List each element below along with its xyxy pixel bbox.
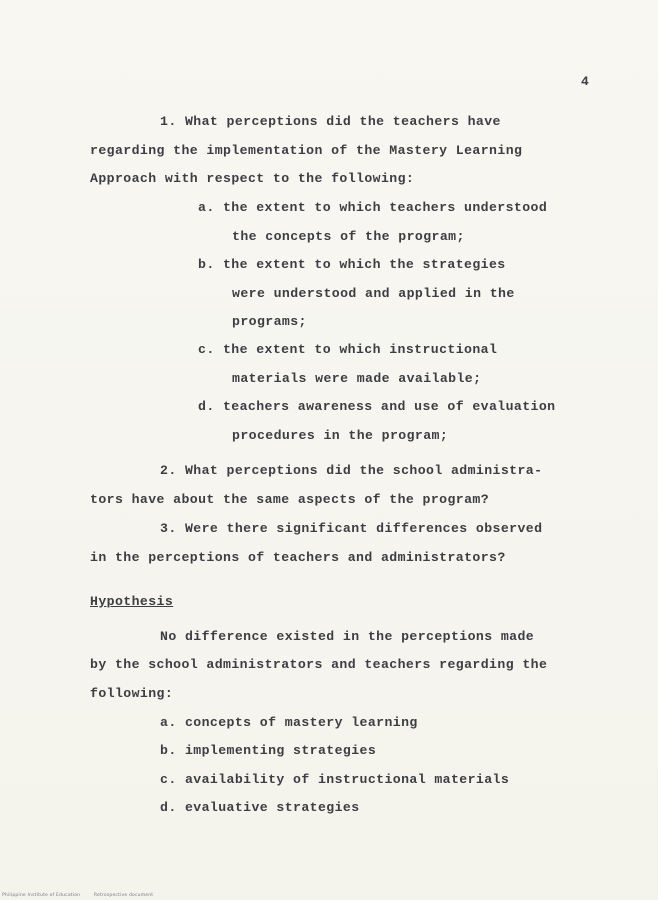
question-1-line-1: 1. What perceptions did the teachers have (160, 114, 501, 129)
question-2-line-2: tors have about the same aspects of the program? (90, 492, 490, 507)
footer-left: Philippine Institute of Education (2, 893, 81, 898)
question-1-item-d-line-1: d. teachers awareness and use of evaluation (198, 399, 556, 414)
hypothesis-line-3: following: (90, 686, 174, 701)
question-1-line-2: regarding the implementation of the Mastery Learning (90, 143, 523, 158)
question-1-item-a-line-2: the concepts of the program; (232, 229, 465, 244)
hypothesis-line-1: No difference existed in the perceptions made (160, 629, 535, 644)
page-footer (2, 893, 165, 898)
hypothesis-heading: Hypothesis (90, 594, 174, 609)
hypothesis-item-b: b. implementing strategies (160, 743, 377, 758)
question-1-line-3: Approach with respect to the following: (90, 171, 415, 186)
question-1-item-b-line-3: programs; (232, 314, 307, 329)
hypothesis-item-a: a. concepts of mastery learning (160, 715, 418, 730)
question-2-line-1: 2. What perceptions did the school administra- (160, 463, 543, 478)
question-1-item-b-line-1: b. the extent to which the strategies (198, 257, 506, 272)
hypothesis-item-c: c. availability of instructional materials (160, 772, 510, 787)
page-number: 4 (581, 74, 590, 89)
question-1-item-a-line-1: a. the extent to which teachers understood (198, 200, 548, 215)
hypothesis-item-d: d. evaluative strategies (160, 800, 360, 815)
question-1-item-c-line-1: c. the extent to which instructional (198, 342, 498, 357)
hypothesis-line-2: by the school administrators and teachers regarding the (90, 657, 548, 672)
question-1-item-c-line-2: materials were made available; (232, 371, 482, 386)
question-3-line-1: 3. Were there significant differences observed (160, 521, 543, 536)
question-1-item-b-line-2: were understood and applied in the (232, 286, 515, 301)
footer-right: Retrospective document (93, 893, 154, 898)
question-3-line-2: in the perceptions of teachers and administrators? (90, 550, 506, 565)
question-1-item-d-line-2: procedures in the program; (232, 428, 449, 443)
